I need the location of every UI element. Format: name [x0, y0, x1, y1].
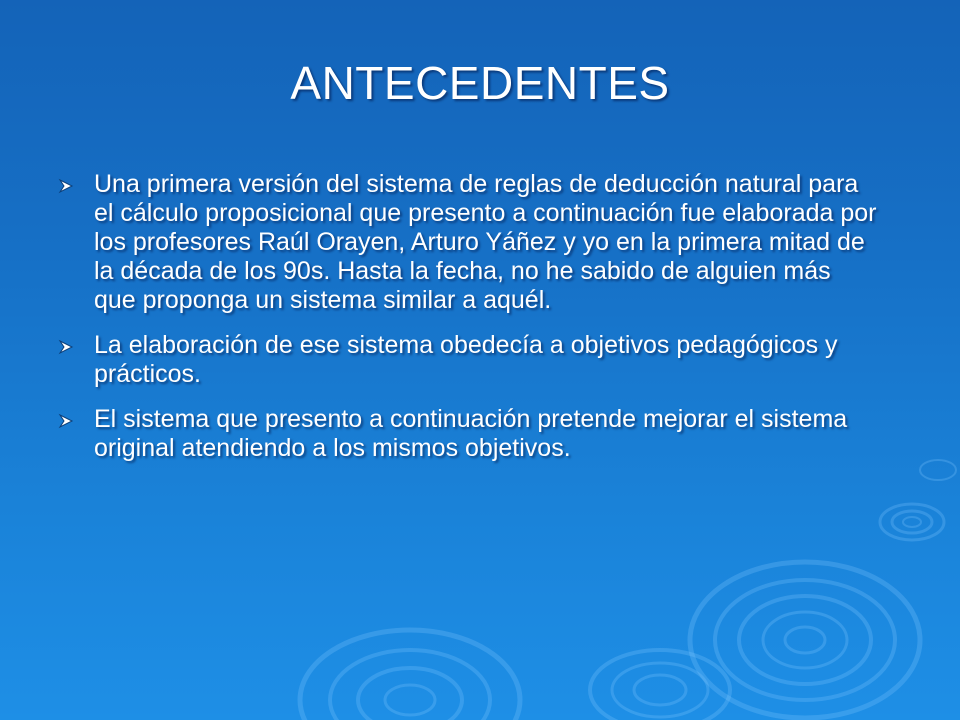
arrow-bullet-icon — [58, 413, 74, 429]
bullet-text: El sistema que presento a continuación pretende mejorar el sistema original atendiendo a los mismos objetivos. — [94, 405, 848, 462]
bullet-text: Una primera versión del sistema de reglas de deducción natural para el cálculo proposicional que presento a continuación fue elaborada por los profesores Raúl Orayen, Arturo Yáñez y yo en la primera mitad de la década de los 90s. Hasta la fecha, no he sabido de alguien más que proponga un sistema similar a aquél. — [94, 170, 877, 314]
arrow-bullet-icon — [58, 339, 74, 355]
bullet-text: La elaboración de ese sistema obedecía a objetivos pedagógicos y prácticos. — [94, 331, 838, 388]
bullet-list — [58, 170, 878, 479]
arrow-bullet-icon — [58, 178, 74, 194]
bullet-item — [58, 405, 878, 463]
slide-title: ANTECEDENTES — [290, 57, 670, 109]
bullet-item — [58, 331, 878, 389]
bullet-item — [58, 170, 878, 315]
